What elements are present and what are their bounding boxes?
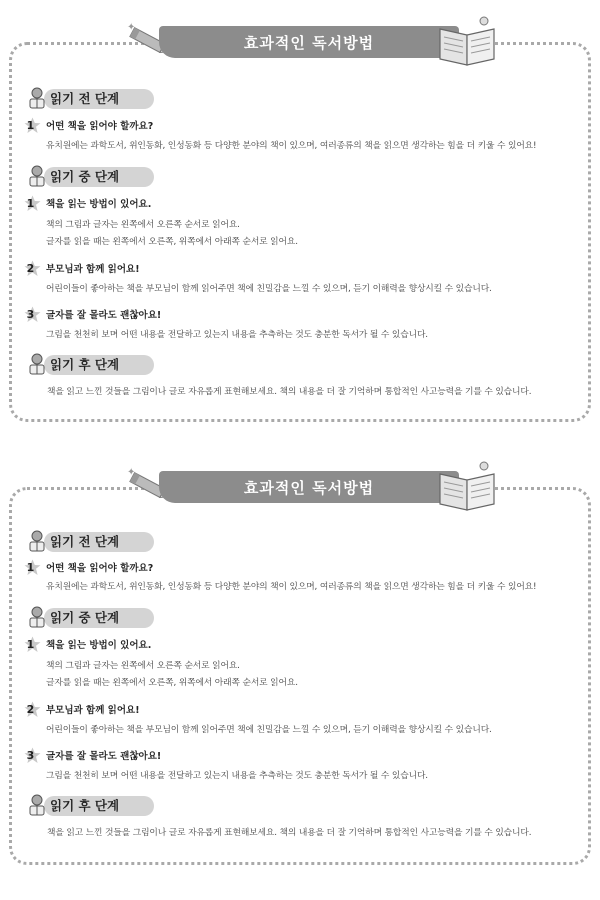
item-number: 1: [26, 119, 35, 132]
item-text: 유치원에는 과학도서, 위인동화, 인성동화 등 다양한 분야의 책이 있으며, 여러종류의 책을 읽으면 생각하는 힘을 더 키울 수 있어요!: [46, 141, 537, 151]
step-label: 읽기 중 단계: [50, 169, 120, 184]
item-number: 1: [26, 638, 35, 651]
item-number: 1: [26, 197, 35, 210]
item-text: 유치원에는 과학도서, 위인동화, 인성동화 등 다양한 분야의 책이 있으며, 여러종류의 책을 읽으면 생각하는 힘을 더 키울 수 있어요!: [46, 582, 537, 592]
card-title-text: 효과적인 독서방법: [243, 478, 375, 497]
item-number: 2: [26, 703, 35, 716]
item-number: 3: [26, 749, 35, 762]
item-title: 부모님과 함께 읽어요!: [46, 264, 140, 275]
step-label: 읽기 전 단계: [50, 534, 120, 549]
sparkle-icon: ✦: [127, 22, 136, 33]
after-text: 책을 읽고 느낀 것들을 그림이나 글로 자유롭게 표현해보세요. 책의 내용을 더 잘 기억하며 통합적인 사고능력을 기를 수 있습니다.: [47, 387, 532, 397]
item-text: 어린이들이 좋아하는 책을 부모님이 함께 읽어주면 책에 친밀감을 느낄 수 있으며, 듣기 이해력을 향상시킬 수 있습니다.: [46, 725, 492, 735]
item-title: 책을 읽는 방법이 있어요.: [46, 199, 152, 210]
item-number: 3: [26, 308, 35, 321]
card-title-text: 효과적인 독서방법: [243, 33, 375, 52]
item-title: 글자를 잘 몰라도 괜찮아요!: [46, 751, 162, 762]
open-book-icon: [434, 460, 500, 512]
reading-guide-card: [9, 467, 591, 865]
step-label: 읽기 중 단계: [50, 610, 120, 625]
item-text: 책의 그림과 글자는 왼쪽에서 오른쪽 순서로 읽어요.: [46, 661, 240, 671]
item-title: 부모님과 함께 읽어요!: [46, 705, 140, 716]
after-text: 책을 읽고 느낀 것들을 그림이나 글로 자유롭게 표현해보세요. 책의 내용을 더 잘 기억하며 통합적인 사고능력을 기를 수 있습니다.: [47, 828, 532, 838]
item-text: 책의 그림과 글자는 왼쪽에서 오른쪽 순서로 읽어요.: [46, 220, 240, 230]
item-text: 글자를 읽을 때는 왼쪽에서 오른쪽, 위쪽에서 아래쪽 순서로 읽어요.: [46, 678, 298, 688]
item-text: 그림을 천천히 보며 어떤 내용을 전달하고 있는지 내용을 추측하는 것도 충분한 독서가 될 수 있습니다.: [46, 330, 428, 340]
reading-child-icon: [24, 352, 50, 378]
item-title: 어떤 책을 읽어야 할까요?: [46, 563, 154, 574]
open-book-icon: [434, 15, 500, 67]
card-title: [159, 26, 459, 58]
reading-child-icon: [24, 793, 50, 819]
item-number: 1: [26, 561, 35, 574]
item-title: 책을 읽는 방법이 있어요.: [46, 640, 152, 651]
step-label: 읽기 후 단계: [50, 357, 120, 372]
reading-child-icon: [24, 605, 50, 631]
item-text: 글자를 읽을 때는 왼쪽에서 오른쪽, 위쪽에서 아래쪽 순서로 읽어요.: [46, 237, 298, 247]
item-title: 글자를 잘 몰라도 괜찮아요!: [46, 310, 162, 321]
step-label: 읽기 후 단계: [50, 798, 120, 813]
card-title: [159, 471, 459, 503]
item-number: 2: [26, 262, 35, 275]
reading-child-icon: [24, 529, 50, 555]
item-text: 그림을 천천히 보며 어떤 내용을 전달하고 있는지 내용을 추측하는 것도 충분한 독서가 될 수 있습니다.: [46, 771, 428, 781]
reading-guide-card: [9, 22, 591, 422]
reading-child-icon: [24, 86, 50, 112]
step-label: 읽기 전 단계: [50, 91, 120, 106]
item-title: 어떤 책을 읽어야 할까요?: [46, 121, 154, 132]
reading-child-icon: [24, 164, 50, 190]
sparkle-icon: ✦: [127, 467, 136, 478]
item-text: 어린이들이 좋아하는 책을 부모님이 함께 읽어주면 책에 친밀감을 느낄 수 있으며, 듣기 이해력을 향상시킬 수 있습니다.: [46, 284, 492, 294]
